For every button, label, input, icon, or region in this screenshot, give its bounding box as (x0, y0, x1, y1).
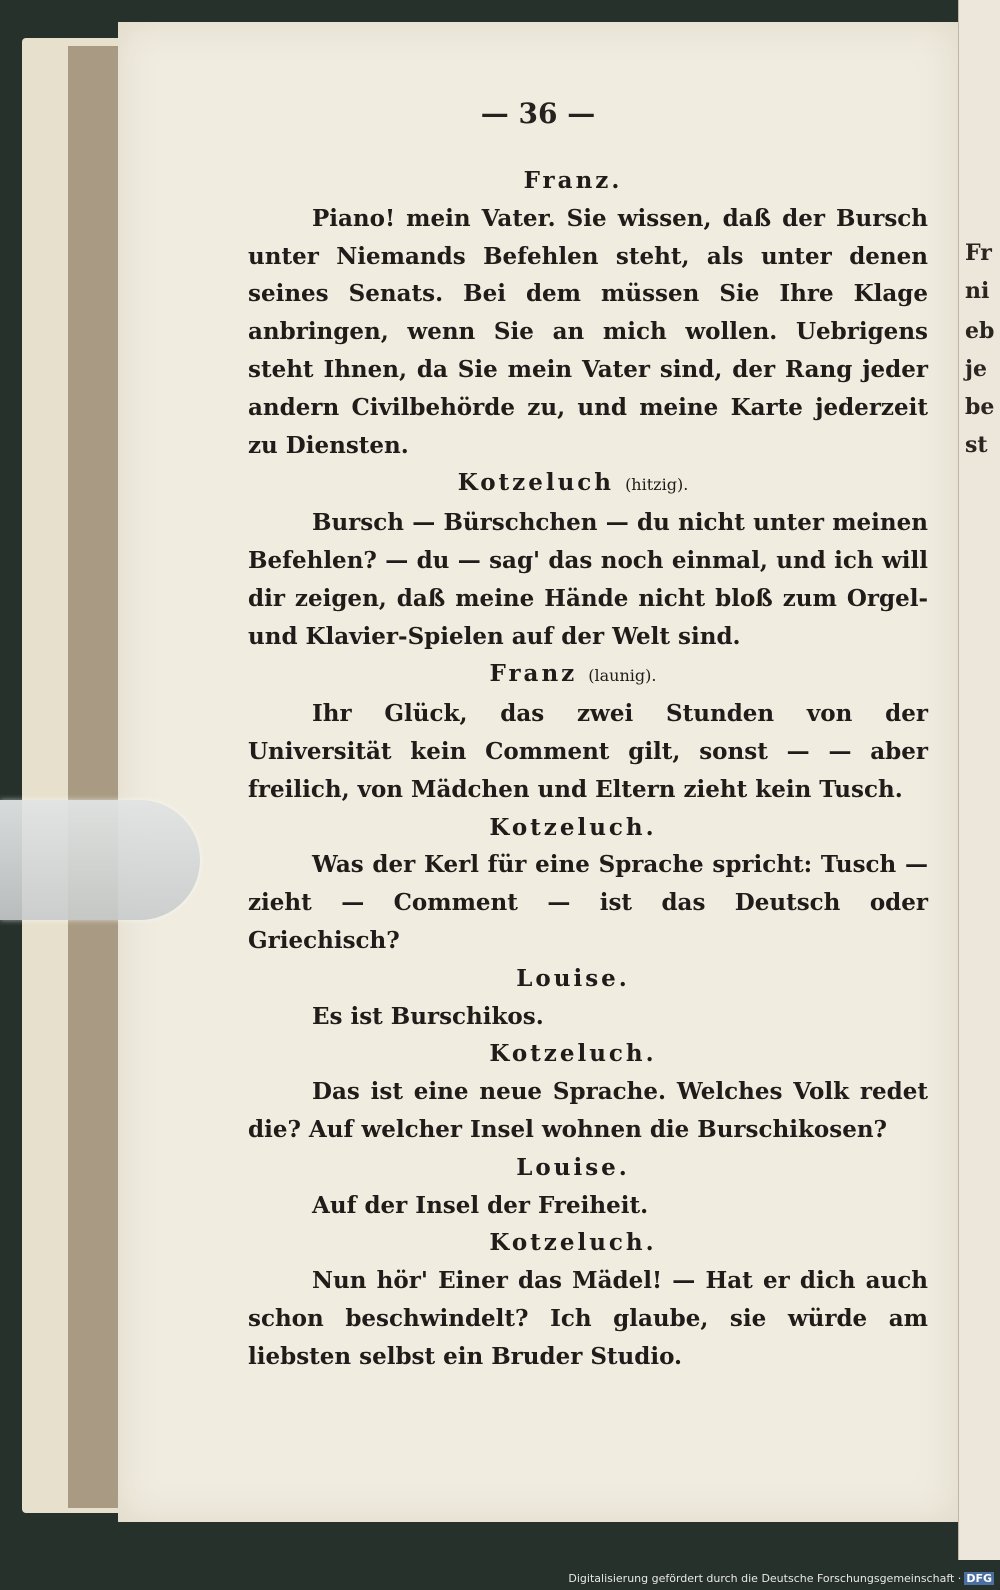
footer-credit (0, 1572, 994, 1585)
bookmark-tab (0, 800, 200, 920)
speaker-name: Louise. (516, 964, 630, 992)
speaker-heading (218, 960, 928, 998)
dfg-logo: DFG (966, 1572, 992, 1585)
dialogue-paragraph: Auf der Insel der Freiheit. (312, 1191, 649, 1219)
facing-page-fragment: eb (965, 318, 995, 344)
dialogue-paragraph: Nun hör' Einer das Mädel! — Hat er dich auch schon beschwindelt? Ich glaube, sie würde am liebsten selbst ein Bruder Studio. (248, 1267, 928, 1370)
speaker-name: Kotzeluch. (489, 1229, 657, 1257)
dialogue-paragraph: Bursch — Bürschchen — du nicht unter meinen Befehlen? — du — sag' das noch einmal, und ich will dir zeigen, daß meine Hände nicht bloß zum Orgel- und Klavier-Spielen auf der Welt sind. (248, 509, 928, 650)
speaker-name: Kotzeluch. (489, 1040, 657, 1068)
facing-page-fragment: je (965, 356, 987, 382)
dialogue-paragraph: Piano! mein Vater. Sie wissen, daß der Bursch unter Niemands Befehlen steht, als unter denen seines Senats. Bei dem müssen Sie Ihre Klage anbringen, wenn Sie an mich wollen. Uebrigens steht Ihnen, da Sie mein Vater sind, der Rang jeder andern Civilbehörde zu, und meine Karte jederzeit zu Diensten. (248, 204, 928, 459)
speaker-heading (218, 1035, 928, 1073)
facing-page-edge (958, 0, 1000, 1560)
speaker-heading (218, 162, 928, 200)
speaker-name: Franz. (523, 167, 623, 194)
facing-page-fragment: Fr (965, 240, 992, 266)
page-number: — 36 — (480, 97, 596, 130)
facing-page-fragment: st (965, 432, 988, 458)
speaker-name: Louise. (516, 1153, 630, 1181)
text-block (248, 162, 928, 1376)
speaker-name: Kotzeluch (457, 469, 615, 497)
facing-page-fragment: ni (965, 278, 990, 304)
speaker-name: Franz (489, 660, 578, 688)
speaker-heading (218, 655, 928, 695)
speaker-heading (218, 809, 928, 847)
book-page (118, 22, 958, 1522)
dialogue-paragraph: Ihr Glück, das zwei Stunden von der Universität kein Comment gilt, sonst — — aber freilich, von Mädchen und Eltern zieht kein Tusch. (248, 700, 928, 803)
speaker-name: Kotzeluch. (489, 813, 657, 841)
speaker-heading (218, 1149, 928, 1187)
dialogue-paragraph: Was der Kerl für eine Sprache spricht: Tusch — zieht — Comment — ist das Deutsch oder Griechisch? (248, 851, 928, 954)
facing-page-fragment: be (965, 394, 995, 420)
stage-direction: (launig). (588, 666, 657, 686)
dialogue-paragraph: Das ist eine neue Sprache. Welches Volk redet die? Auf welcher Insel wohnen die Burschikosen? (248, 1078, 928, 1143)
speaker-heading (218, 1224, 928, 1262)
dialogue-paragraph: Es ist Burschikos. (312, 1002, 544, 1030)
footer-text: Digitalisierung gefördert durch die Deutsche Forschungsgemeinschaft · (568, 1572, 962, 1585)
stage-direction: (hitzig). (625, 475, 689, 495)
speaker-heading (218, 464, 928, 504)
